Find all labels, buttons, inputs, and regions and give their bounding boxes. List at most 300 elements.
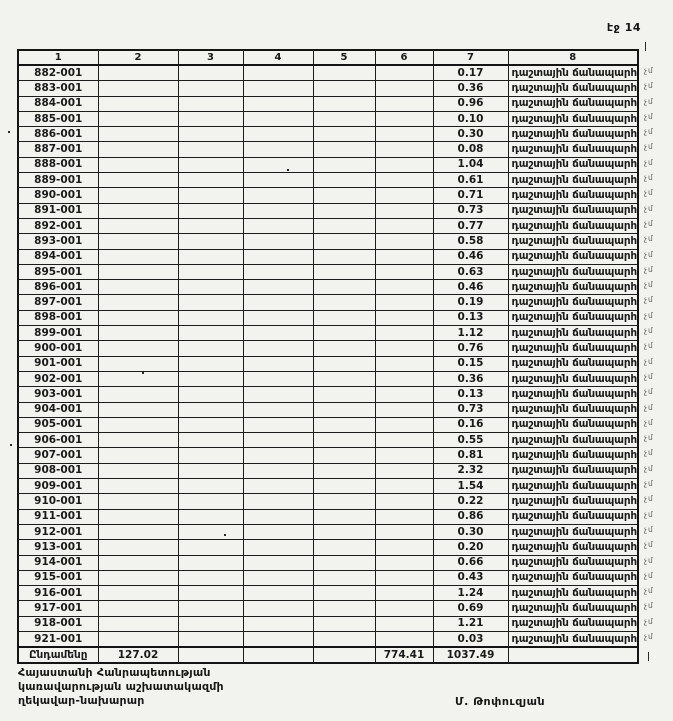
- empty-cell: [243, 433, 313, 448]
- empty-cell: [243, 280, 313, 295]
- empty-cell: [375, 280, 433, 295]
- page-number-label: էջ 14: [606, 21, 641, 34]
- empty-cell: [178, 570, 243, 585]
- scan-artifact: [10, 444, 12, 446]
- margin-overflow-text: չմ: [644, 586, 654, 596]
- area-value-cell: 0.16: [433, 417, 508, 432]
- empty-cell: [375, 326, 433, 341]
- empty-cell: [243, 111, 313, 126]
- table-row: [18, 417, 638, 432]
- empty-cell: [98, 402, 178, 417]
- empty-cell: [243, 570, 313, 585]
- empty-cell: [243, 356, 313, 371]
- empty-cell: [98, 570, 178, 585]
- empty-cell: [178, 555, 243, 570]
- empty-cell: [98, 341, 178, 356]
- empty-cell: [243, 494, 313, 509]
- empty-cell: [178, 295, 243, 310]
- parcel-id-cell: 896-001: [18, 280, 98, 295]
- empty-cell: [375, 433, 433, 448]
- empty-cell: [98, 479, 178, 494]
- empty-cell: [98, 234, 178, 249]
- margin-overflow-text: չմ: [644, 295, 654, 305]
- parcel-id-cell: 882-001: [18, 65, 98, 81]
- empty-cell: [178, 586, 243, 601]
- margin-overflow-text: չմ: [644, 448, 654, 458]
- description-cell: դաշտային ճանապարհ: [508, 81, 638, 96]
- empty-cell: [313, 65, 375, 81]
- empty-cell: [313, 371, 375, 386]
- empty-cell: [98, 218, 178, 233]
- margin-overflow-text: չմ: [644, 111, 654, 121]
- empty-cell: [98, 448, 178, 463]
- empty-cell: [375, 249, 433, 264]
- empty-cell: [243, 173, 313, 188]
- margin-overflow-text: չմ: [644, 234, 654, 244]
- empty-cell: [243, 616, 313, 631]
- empty-cell: [243, 341, 313, 356]
- table-row: [18, 433, 638, 448]
- margin-overflow-text: չմ: [644, 264, 654, 274]
- margin-overflow-text: չմ: [644, 81, 654, 91]
- margin-overflow-text: չմ: [644, 570, 654, 580]
- empty-cell: [243, 203, 313, 218]
- empty-cell: [313, 127, 375, 142]
- empty-cell: [313, 631, 375, 647]
- empty-cell: [313, 463, 375, 478]
- signature-name: Մ. Թոփուզյան: [455, 695, 546, 708]
- table-row: [18, 65, 638, 81]
- parcel-id-cell: 887-001: [18, 142, 98, 157]
- scan-artifact: [224, 534, 226, 536]
- parcel-id-cell: 902-001: [18, 371, 98, 386]
- empty-cell: [178, 479, 243, 494]
- parcel-id-cell: 893-001: [18, 234, 98, 249]
- table-row: [18, 188, 638, 203]
- description-cell: դաշտային ճանապարհ: [508, 310, 638, 325]
- table-header-row: [18, 50, 638, 65]
- description-cell: դաշտային ճանապարհ: [508, 111, 638, 126]
- empty-cell: [375, 65, 433, 81]
- empty-cell: [98, 65, 178, 81]
- parcel-id-cell: 917-001: [18, 601, 98, 616]
- table-row: [18, 218, 638, 233]
- empty-cell: [375, 509, 433, 524]
- area-value-cell: 0.58: [433, 234, 508, 249]
- empty-cell: [243, 631, 313, 647]
- empty-cell: [375, 142, 433, 157]
- description-cell: դաշտային ճանապարհ: [508, 631, 638, 647]
- empty-cell: [178, 371, 243, 386]
- description-cell: դաշտային ճանապարհ: [508, 157, 638, 172]
- area-value-cell: 1.12: [433, 326, 508, 341]
- total-col5-cell: [313, 647, 375, 663]
- margin-overflow-text: չմ: [644, 479, 654, 489]
- margin-overflow-text: չմ: [644, 402, 654, 412]
- margin-overflow-text: չմ: [644, 96, 654, 106]
- empty-cell: [375, 479, 433, 494]
- empty-cell: [98, 111, 178, 126]
- empty-cell: [313, 540, 375, 555]
- empty-cell: [313, 570, 375, 585]
- empty-cell: [243, 371, 313, 386]
- empty-cell: [178, 616, 243, 631]
- empty-cell: [178, 433, 243, 448]
- empty-cell: [98, 142, 178, 157]
- parcel-id-cell: 912-001: [18, 524, 98, 539]
- parcel-id-cell: 909-001: [18, 479, 98, 494]
- table-row: [18, 631, 638, 647]
- empty-cell: [98, 631, 178, 647]
- area-value-cell: 0.19: [433, 295, 508, 310]
- total-label-cell: Ընդամենը: [18, 647, 98, 663]
- description-cell: դաշտային ճանապարհ: [508, 494, 638, 509]
- empty-cell: [375, 540, 433, 555]
- empty-cell: [313, 616, 375, 631]
- scan-artifact: [648, 652, 649, 661]
- area-value-cell: 0.10: [433, 111, 508, 126]
- empty-cell: [98, 524, 178, 539]
- empty-cell: [313, 417, 375, 432]
- empty-cell: [313, 524, 375, 539]
- total-col2-cell: 127.02: [98, 647, 178, 663]
- area-value-cell: 0.69: [433, 601, 508, 616]
- description-cell: դաշտային ճանապարհ: [508, 601, 638, 616]
- empty-cell: [313, 96, 375, 111]
- empty-cell: [178, 509, 243, 524]
- parcel-id-cell: 900-001: [18, 341, 98, 356]
- empty-cell: [98, 509, 178, 524]
- empty-cell: [243, 387, 313, 402]
- empty-cell: [313, 479, 375, 494]
- empty-cell: [375, 555, 433, 570]
- description-cell: դաշտային ճանապարհ: [508, 65, 638, 81]
- empty-cell: [98, 173, 178, 188]
- margin-overflow-text: չմ: [644, 310, 654, 320]
- empty-cell: [243, 463, 313, 478]
- empty-cell: [178, 356, 243, 371]
- empty-cell: [98, 463, 178, 478]
- margin-overflow-text: չմ: [644, 249, 654, 259]
- margin-overflow-text: չմ: [644, 356, 654, 366]
- empty-cell: [313, 586, 375, 601]
- area-value-cell: 0.08: [433, 142, 508, 157]
- description-cell: դաշտային ճանապարհ: [508, 540, 638, 555]
- scan-artifact: [645, 42, 646, 51]
- description-cell: դաշտային ճանապարհ: [508, 188, 638, 203]
- empty-cell: [375, 96, 433, 111]
- empty-cell: [243, 402, 313, 417]
- area-value-cell: 0.17: [433, 65, 508, 81]
- parcel-id-cell: 906-001: [18, 433, 98, 448]
- empty-cell: [98, 387, 178, 402]
- area-value-cell: 0.46: [433, 249, 508, 264]
- area-value-cell: 0.22: [433, 494, 508, 509]
- empty-cell: [375, 341, 433, 356]
- empty-cell: [98, 310, 178, 325]
- parcel-id-cell: 899-001: [18, 326, 98, 341]
- empty-cell: [375, 310, 433, 325]
- parcel-id-cell: 921-001: [18, 631, 98, 647]
- empty-cell: [375, 524, 433, 539]
- empty-cell: [98, 586, 178, 601]
- margin-overflow-text: չմ: [644, 616, 654, 626]
- empty-cell: [375, 173, 433, 188]
- margin-overflow-text: չմ: [644, 387, 654, 397]
- area-value-cell: 0.61: [433, 173, 508, 188]
- margin-overflow-text: չմ: [644, 463, 654, 473]
- parcel-id-cell: 892-001: [18, 218, 98, 233]
- empty-cell: [178, 631, 243, 647]
- empty-cell: [178, 341, 243, 356]
- area-value-cell: 0.66: [433, 555, 508, 570]
- area-value-cell: 0.20: [433, 540, 508, 555]
- empty-cell: [98, 555, 178, 570]
- table-row: [18, 341, 638, 356]
- table-row: [18, 494, 638, 509]
- margin-overflow-text: չմ: [644, 540, 654, 550]
- parcel-id-cell: 891-001: [18, 203, 98, 218]
- empty-cell: [313, 111, 375, 126]
- table-row: [18, 81, 638, 96]
- parcel-id-cell: 903-001: [18, 387, 98, 402]
- total-row: [18, 647, 638, 663]
- margin-overflow-text: չմ: [644, 326, 654, 336]
- empty-cell: [178, 310, 243, 325]
- footer-line-2: կառավարության աշխատակազմի: [18, 680, 224, 693]
- parcel-id-cell: 898-001: [18, 310, 98, 325]
- parcel-id-cell: 886-001: [18, 127, 98, 142]
- empty-cell: [313, 341, 375, 356]
- table-row: [18, 479, 638, 494]
- empty-cell: [313, 264, 375, 279]
- parcel-id-cell: 895-001: [18, 264, 98, 279]
- description-cell: դաշտային ճանապարհ: [508, 387, 638, 402]
- table-row: [18, 142, 638, 157]
- column-header-4: 4: [243, 50, 313, 65]
- margin-overflow-text: չմ: [644, 203, 654, 213]
- empty-cell: [313, 448, 375, 463]
- empty-cell: [243, 234, 313, 249]
- total-col4-cell: [243, 647, 313, 663]
- margin-overflow-text: չմ: [644, 188, 654, 198]
- margin-overflow-text: չմ: [644, 142, 654, 152]
- description-cell: դաշտային ճանապարհ: [508, 264, 638, 279]
- table-row: [18, 111, 638, 126]
- empty-cell: [178, 218, 243, 233]
- area-value-cell: 0.55: [433, 433, 508, 448]
- empty-cell: [313, 433, 375, 448]
- empty-cell: [313, 142, 375, 157]
- empty-cell: [243, 218, 313, 233]
- margin-overflow-text: չմ: [644, 524, 654, 534]
- empty-cell: [243, 81, 313, 96]
- empty-cell: [178, 417, 243, 432]
- area-value-cell: 1.24: [433, 586, 508, 601]
- empty-cell: [313, 218, 375, 233]
- table-row: [18, 371, 638, 386]
- empty-cell: [313, 555, 375, 570]
- empty-cell: [375, 234, 433, 249]
- table-row: [18, 280, 638, 295]
- parcel-id-cell: 904-001: [18, 402, 98, 417]
- margin-overflow-text: չմ: [644, 127, 654, 137]
- empty-cell: [178, 127, 243, 142]
- margin-overflow-text: չմ: [644, 66, 654, 75]
- empty-cell: [243, 540, 313, 555]
- empty-cell: [375, 601, 433, 616]
- column-header-1: 1: [18, 50, 98, 65]
- parcel-id-cell: 905-001: [18, 417, 98, 432]
- parcel-id-cell: 901-001: [18, 356, 98, 371]
- empty-cell: [243, 555, 313, 570]
- empty-cell: [243, 509, 313, 524]
- area-value-cell: 0.15: [433, 356, 508, 371]
- empty-cell: [375, 371, 433, 386]
- empty-cell: [375, 81, 433, 96]
- empty-cell: [375, 188, 433, 203]
- empty-cell: [98, 494, 178, 509]
- parcel-id-cell: 894-001: [18, 249, 98, 264]
- area-value-cell: 0.30: [433, 127, 508, 142]
- empty-cell: [98, 371, 178, 386]
- empty-cell: [178, 280, 243, 295]
- empty-cell: [313, 310, 375, 325]
- parcel-id-cell: 888-001: [18, 157, 98, 172]
- table-row: [18, 326, 638, 341]
- empty-cell: [178, 387, 243, 402]
- table-row: [18, 555, 638, 570]
- empty-cell: [313, 601, 375, 616]
- empty-cell: [178, 448, 243, 463]
- area-value-cell: 0.71: [433, 188, 508, 203]
- column-header-5: 5: [313, 50, 375, 65]
- empty-cell: [313, 203, 375, 218]
- area-value-cell: 2.32: [433, 463, 508, 478]
- description-cell: դաշտային ճանապարհ: [508, 280, 638, 295]
- table-row: [18, 509, 638, 524]
- parcel-id-cell: 915-001: [18, 570, 98, 585]
- empty-cell: [178, 540, 243, 555]
- area-value-cell: 0.46: [433, 280, 508, 295]
- table-row: [18, 356, 638, 371]
- empty-cell: [178, 326, 243, 341]
- table-row: [18, 157, 638, 172]
- empty-cell: [178, 111, 243, 126]
- empty-cell: [243, 295, 313, 310]
- empty-cell: [243, 601, 313, 616]
- parcel-id-cell: 884-001: [18, 96, 98, 111]
- parcel-id-cell: 913-001: [18, 540, 98, 555]
- description-cell: դաշտային ճանապարհ: [508, 586, 638, 601]
- table-row: [18, 310, 638, 325]
- margin-overflow-text: չմ: [644, 433, 654, 443]
- parcel-id-cell: 910-001: [18, 494, 98, 509]
- empty-cell: [178, 402, 243, 417]
- margin-overflow-text: չմ: [644, 218, 654, 228]
- empty-cell: [243, 157, 313, 172]
- area-value-cell: 0.81: [433, 448, 508, 463]
- empty-cell: [243, 96, 313, 111]
- description-cell: դաշտային ճանապարհ: [508, 616, 638, 631]
- empty-cell: [178, 96, 243, 111]
- empty-cell: [178, 264, 243, 279]
- table-row: [18, 463, 638, 478]
- column-header-2: 2: [98, 50, 178, 65]
- empty-cell: [98, 127, 178, 142]
- description-cell: դաշտային ճանապարհ: [508, 417, 638, 432]
- table-row: [18, 570, 638, 585]
- empty-cell: [375, 264, 433, 279]
- empty-cell: [313, 173, 375, 188]
- empty-cell: [178, 249, 243, 264]
- description-cell: դաշտային ճանապարհ: [508, 341, 638, 356]
- parcel-id-cell: 918-001: [18, 616, 98, 631]
- area-value-cell: 0.43: [433, 570, 508, 585]
- empty-cell: [313, 234, 375, 249]
- table-row: [18, 540, 638, 555]
- empty-cell: [98, 249, 178, 264]
- description-cell: դաշտային ճանապարհ: [508, 203, 638, 218]
- empty-cell: [98, 417, 178, 432]
- parcel-id-cell: 883-001: [18, 81, 98, 96]
- description-cell: դաշտային ճանապարհ: [508, 463, 638, 478]
- empty-cell: [375, 402, 433, 417]
- table-row: [18, 601, 638, 616]
- empty-cell: [178, 188, 243, 203]
- margin-overflow-text: չմ: [644, 157, 654, 167]
- description-cell: դաշտային ճանապարհ: [508, 173, 638, 188]
- parcel-id-cell: 908-001: [18, 463, 98, 478]
- description-cell: դաշտային ճանապարհ: [508, 402, 638, 417]
- margin-overflow-text: չմ: [644, 417, 654, 427]
- empty-cell: [313, 81, 375, 96]
- empty-cell: [313, 188, 375, 203]
- cadastre-table: [17, 49, 639, 664]
- empty-cell: [178, 524, 243, 539]
- area-value-cell: 0.13: [433, 387, 508, 402]
- empty-cell: [178, 81, 243, 96]
- empty-cell: [178, 234, 243, 249]
- empty-cell: [313, 356, 375, 371]
- parcel-id-cell: 914-001: [18, 555, 98, 570]
- footer-line-3: ղեկավար-նախարար: [18, 694, 145, 707]
- description-cell: դաշտային ճանապարհ: [508, 142, 638, 157]
- empty-cell: [98, 280, 178, 295]
- margin-overflow-text: չմ: [644, 371, 654, 381]
- empty-cell: [243, 448, 313, 463]
- empty-cell: [375, 586, 433, 601]
- empty-cell: [375, 616, 433, 631]
- description-cell: դաշտային ճանապարհ: [508, 356, 638, 371]
- description-cell: դաշտային ճանապարհ: [508, 448, 638, 463]
- column-header-7: 7: [433, 50, 508, 65]
- area-value-cell: 0.03: [433, 631, 508, 647]
- total-col6-cell: 774.41: [375, 647, 433, 663]
- parcel-id-cell: 889-001: [18, 173, 98, 188]
- empty-cell: [178, 173, 243, 188]
- empty-cell: [375, 127, 433, 142]
- empty-cell: [98, 157, 178, 172]
- table-row: [18, 295, 638, 310]
- margin-overflow-text: չմ: [644, 280, 654, 290]
- table-row: [18, 249, 638, 264]
- empty-cell: [98, 203, 178, 218]
- empty-cell: [98, 81, 178, 96]
- area-value-cell: 0.30: [433, 524, 508, 539]
- empty-cell: [375, 111, 433, 126]
- margin-overflow-text: չմ: [644, 601, 654, 611]
